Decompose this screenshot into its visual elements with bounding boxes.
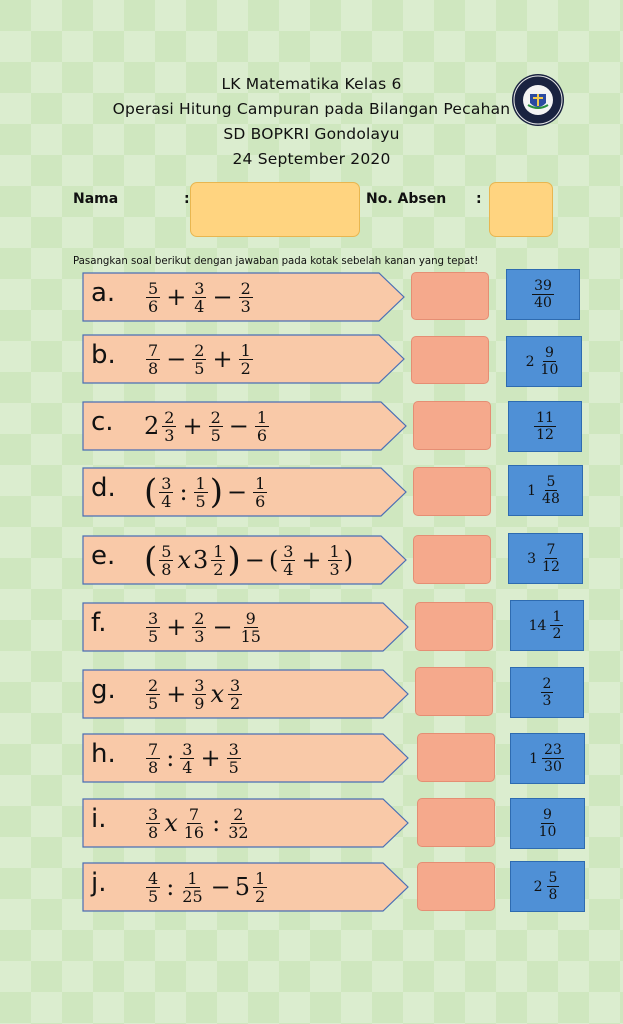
numerator: 7 xyxy=(148,739,159,759)
instruction-text: Pasangkan soal berikut dengan jawaban pada kotak sebelah kanan yang tepat! xyxy=(73,256,479,267)
answer-denominator: 10 xyxy=(538,824,557,840)
answer-fraction xyxy=(540,474,562,507)
numerator: 2 xyxy=(233,804,244,824)
numerator: 5 xyxy=(148,278,159,298)
answer-numerator: 1 xyxy=(552,609,562,625)
school-name: SD BOPKRI Gondolayu xyxy=(223,125,400,143)
operator: − xyxy=(212,283,233,311)
answer-card[interactable] xyxy=(508,533,583,584)
question-expression xyxy=(144,535,354,585)
answer-fraction xyxy=(547,870,560,903)
answer-drop-zone[interactable] xyxy=(415,602,493,651)
answer-card[interactable] xyxy=(506,269,580,320)
question-expression xyxy=(144,602,265,652)
fraction xyxy=(180,741,194,776)
answer-denominator: 12 xyxy=(542,559,560,575)
answer-denominator: 8 xyxy=(548,887,558,903)
fraction xyxy=(159,475,173,510)
answer-denominator: 3 xyxy=(542,693,552,709)
operator: − xyxy=(212,613,233,641)
denominator: 15 xyxy=(240,626,261,646)
denominator: 8 xyxy=(148,358,159,378)
question-expression xyxy=(144,401,271,451)
question-letter: f. xyxy=(91,608,107,638)
numerator: 3 xyxy=(182,739,193,759)
question-letter: a. xyxy=(91,278,116,308)
numerator: 2 xyxy=(210,407,221,427)
numerator: 3 xyxy=(194,675,205,695)
fraction xyxy=(146,677,160,712)
absen-input[interactable] xyxy=(489,182,553,237)
numerator: 2 xyxy=(194,608,205,628)
fraction xyxy=(192,677,206,712)
question-card[interactable] xyxy=(82,401,407,451)
fraction xyxy=(255,409,269,444)
denominator: 16 xyxy=(183,822,205,842)
fraction xyxy=(281,543,295,578)
denominator: 8 xyxy=(148,757,159,777)
numerator: 1 xyxy=(187,868,198,888)
denominator: 3 xyxy=(240,296,251,316)
answer-fraction xyxy=(532,278,554,311)
numerator: 2 xyxy=(148,675,159,695)
denominator: 6 xyxy=(148,296,159,316)
fraction xyxy=(192,342,206,377)
whole-number: ) xyxy=(343,546,354,574)
question-card[interactable] xyxy=(82,467,407,517)
arrow-shape xyxy=(82,733,409,783)
denominator: 2 xyxy=(213,559,224,579)
answer-fraction xyxy=(541,676,554,709)
numerator: 1 xyxy=(240,340,251,360)
fraction xyxy=(239,610,263,645)
answer-denominator: 40 xyxy=(534,295,552,311)
fraction xyxy=(182,806,206,841)
question-expression xyxy=(144,467,269,517)
question-card[interactable] xyxy=(82,334,405,384)
numerator: 2 xyxy=(164,407,175,427)
answer-denominator: 30 xyxy=(544,759,562,775)
denominator: 4 xyxy=(161,491,172,511)
answer-fraction xyxy=(540,542,562,575)
fraction xyxy=(239,280,253,315)
answer-fraction xyxy=(542,742,564,775)
numerator: 1 xyxy=(255,868,266,888)
parenthesis: ( xyxy=(144,472,158,512)
answer-whole: 2 xyxy=(533,878,543,895)
numerator: 1 xyxy=(329,541,340,561)
answer-drop-zone[interactable] xyxy=(413,535,491,584)
answer-drop-zone[interactable] xyxy=(415,667,493,716)
numerator: 4 xyxy=(148,868,159,888)
absen-label: No. Absen xyxy=(366,191,447,207)
denominator: 25 xyxy=(182,886,203,906)
fraction xyxy=(159,543,173,578)
answer-card[interactable] xyxy=(508,401,582,452)
denominator: 5 xyxy=(148,626,159,646)
answer-denominator: 12 xyxy=(536,427,554,443)
numerator: 9 xyxy=(245,608,256,628)
operator: + xyxy=(301,546,322,574)
parenthesis: ) xyxy=(209,472,223,512)
answer-numerator: 2 xyxy=(542,676,552,692)
answer-card[interactable] xyxy=(510,733,585,784)
question-card[interactable] xyxy=(82,272,405,322)
answer-denominator: 48 xyxy=(542,491,560,507)
fraction xyxy=(227,741,241,776)
answer-drop-zone[interactable] xyxy=(411,272,489,320)
answer-numerator: 5 xyxy=(548,870,558,886)
name-colon: : xyxy=(184,191,190,207)
numerator: 3 xyxy=(230,675,241,695)
denominator: 4 xyxy=(182,757,193,777)
numerator: 1 xyxy=(255,473,266,493)
whole-number: ( xyxy=(268,546,279,574)
answer-drop-zone[interactable] xyxy=(417,798,495,847)
answer-numerator: 9 xyxy=(545,345,554,361)
answer-whole: 3 xyxy=(527,550,537,567)
fraction xyxy=(328,543,342,578)
numerator: 3 xyxy=(148,804,159,824)
denominator: 9 xyxy=(194,693,205,713)
denominator: 5 xyxy=(148,886,159,906)
denominator: 2 xyxy=(255,886,266,906)
question-expression xyxy=(144,669,244,719)
answer-fraction xyxy=(537,807,559,840)
answer-numerator: 9 xyxy=(543,807,552,823)
fraction xyxy=(228,677,242,712)
fraction xyxy=(209,409,223,444)
operator: : xyxy=(212,809,221,837)
numerator: 3 xyxy=(161,473,172,493)
fraction xyxy=(146,342,160,377)
numerator: 3 xyxy=(228,739,239,759)
answer-fraction xyxy=(534,410,556,443)
denominator: 6 xyxy=(256,425,268,445)
whole-number: 2 xyxy=(144,412,160,440)
denominator: 6 xyxy=(255,491,266,511)
answer-card[interactable] xyxy=(510,667,584,718)
operator: : xyxy=(166,873,175,901)
answer-drop-zone[interactable] xyxy=(413,401,491,450)
fraction xyxy=(226,806,250,841)
question-expression xyxy=(144,334,255,384)
operator: + xyxy=(166,613,187,641)
numerator: 5 xyxy=(161,541,172,561)
answer-denominator: 10 xyxy=(540,362,559,378)
fraction xyxy=(192,610,206,645)
denominator: 5 xyxy=(194,358,205,378)
answer-card[interactable] xyxy=(510,798,585,849)
answer-whole: 14 xyxy=(528,617,547,634)
fraction xyxy=(146,610,160,645)
answer-card[interactable] xyxy=(506,336,582,387)
operator: : xyxy=(166,744,175,772)
answer-numerator: 11 xyxy=(536,410,554,426)
numerator: 3 xyxy=(283,541,294,561)
question-card[interactable] xyxy=(82,602,409,652)
answer-numerator: 39 xyxy=(534,278,552,294)
fraction xyxy=(162,409,176,444)
fraction xyxy=(253,475,267,510)
whole-number: 3 xyxy=(193,546,209,574)
worksheet-date: 24 September 2020 xyxy=(232,150,391,168)
answer-drop-zone[interactable] xyxy=(411,336,489,384)
numerator: 1 xyxy=(213,541,224,561)
multiply-sign: x xyxy=(210,680,225,708)
denominator: 4 xyxy=(194,296,205,316)
question-expression xyxy=(144,862,269,912)
question-letter: c. xyxy=(91,407,114,437)
operator: : xyxy=(179,478,188,506)
operator: − xyxy=(228,412,249,440)
operator: − xyxy=(227,478,248,506)
numerator: 2 xyxy=(194,340,205,360)
operator: + xyxy=(182,412,203,440)
question-letter: h. xyxy=(91,739,116,769)
operator: − xyxy=(244,546,265,574)
question-expression xyxy=(144,733,243,783)
question-card[interactable] xyxy=(82,798,409,848)
numerator: 3 xyxy=(148,608,159,628)
question-expression xyxy=(144,798,253,848)
worksheet-title: LK Matematika Kelas 6 xyxy=(221,75,402,93)
denominator: 5 xyxy=(228,757,239,777)
arrow-shape xyxy=(82,669,409,719)
denominator: 2 xyxy=(240,358,251,378)
numerator: 1 xyxy=(256,407,268,427)
question-letter: j. xyxy=(91,868,107,898)
answer-card[interactable] xyxy=(508,465,583,516)
name-label: Nama xyxy=(73,191,119,207)
question-card[interactable] xyxy=(82,535,407,585)
answer-numerator: 5 xyxy=(546,474,556,490)
parenthesis: ( xyxy=(144,540,158,580)
answer-numerator: 23 xyxy=(544,742,562,758)
question-card[interactable] xyxy=(82,862,409,912)
fraction xyxy=(253,870,267,905)
fraction xyxy=(146,280,160,315)
worksheet-subtitle: Operasi Hitung Campuran pada Bilangan Pecahan xyxy=(112,100,511,118)
denominator: 3 xyxy=(194,626,205,646)
answer-fraction xyxy=(550,609,563,642)
denominator: 8 xyxy=(161,559,172,579)
multiply-sign: x xyxy=(164,809,178,837)
question-letter: i. xyxy=(91,804,107,834)
answer-drop-zone[interactable] xyxy=(417,862,495,911)
fraction xyxy=(146,806,160,841)
numerator: 7 xyxy=(148,340,159,360)
fraction xyxy=(180,870,204,905)
operator: + xyxy=(166,283,187,311)
denominator: 4 xyxy=(283,559,294,579)
name-input[interactable] xyxy=(190,182,360,237)
question-letter: g. xyxy=(91,675,116,705)
answer-drop-zone[interactable] xyxy=(413,467,491,516)
answer-card[interactable] xyxy=(510,600,584,651)
answer-whole: 1 xyxy=(529,750,539,767)
answer-card[interactable] xyxy=(510,861,585,912)
denominator: 2 xyxy=(230,693,241,713)
denominator: 8 xyxy=(148,822,159,842)
question-card[interactable] xyxy=(82,733,409,783)
question-card[interactable] xyxy=(82,669,409,719)
answer-whole: 2 xyxy=(525,353,535,370)
answer-whole: 1 xyxy=(527,482,537,499)
answer-drop-zone[interactable] xyxy=(417,733,495,782)
denominator: 3 xyxy=(329,559,340,579)
operator: + xyxy=(166,680,187,708)
operator: + xyxy=(200,744,221,772)
answer-fraction xyxy=(539,345,561,378)
operator: − xyxy=(166,345,187,373)
numerator: 1 xyxy=(195,473,206,493)
absen-colon: : xyxy=(476,191,482,207)
operator: − xyxy=(210,873,231,901)
denominator: 3 xyxy=(164,425,175,445)
fraction xyxy=(211,543,225,578)
multiply-sign: x xyxy=(177,546,191,574)
parenthesis: ) xyxy=(227,540,241,580)
operator: + xyxy=(212,345,233,373)
question-letter: e. xyxy=(91,541,116,571)
fraction xyxy=(146,741,160,776)
denominator: 5 xyxy=(210,425,221,445)
denominator: 5 xyxy=(195,491,206,511)
answer-denominator: 2 xyxy=(552,626,562,642)
school-logo-icon xyxy=(511,73,565,127)
fraction xyxy=(194,475,208,510)
fraction xyxy=(239,342,253,377)
numerator: 7 xyxy=(188,804,199,824)
denominator: 32 xyxy=(228,822,249,842)
numerator: 3 xyxy=(194,278,205,298)
numerator: 2 xyxy=(240,278,251,298)
denominator: 5 xyxy=(148,693,159,713)
answer-numerator: 7 xyxy=(546,542,556,558)
fraction xyxy=(146,870,160,905)
whole-number: 5 xyxy=(234,873,251,901)
question-letter: b. xyxy=(91,340,116,370)
question-letter: d. xyxy=(91,473,116,503)
question-expression xyxy=(144,272,255,322)
fraction xyxy=(192,280,206,315)
